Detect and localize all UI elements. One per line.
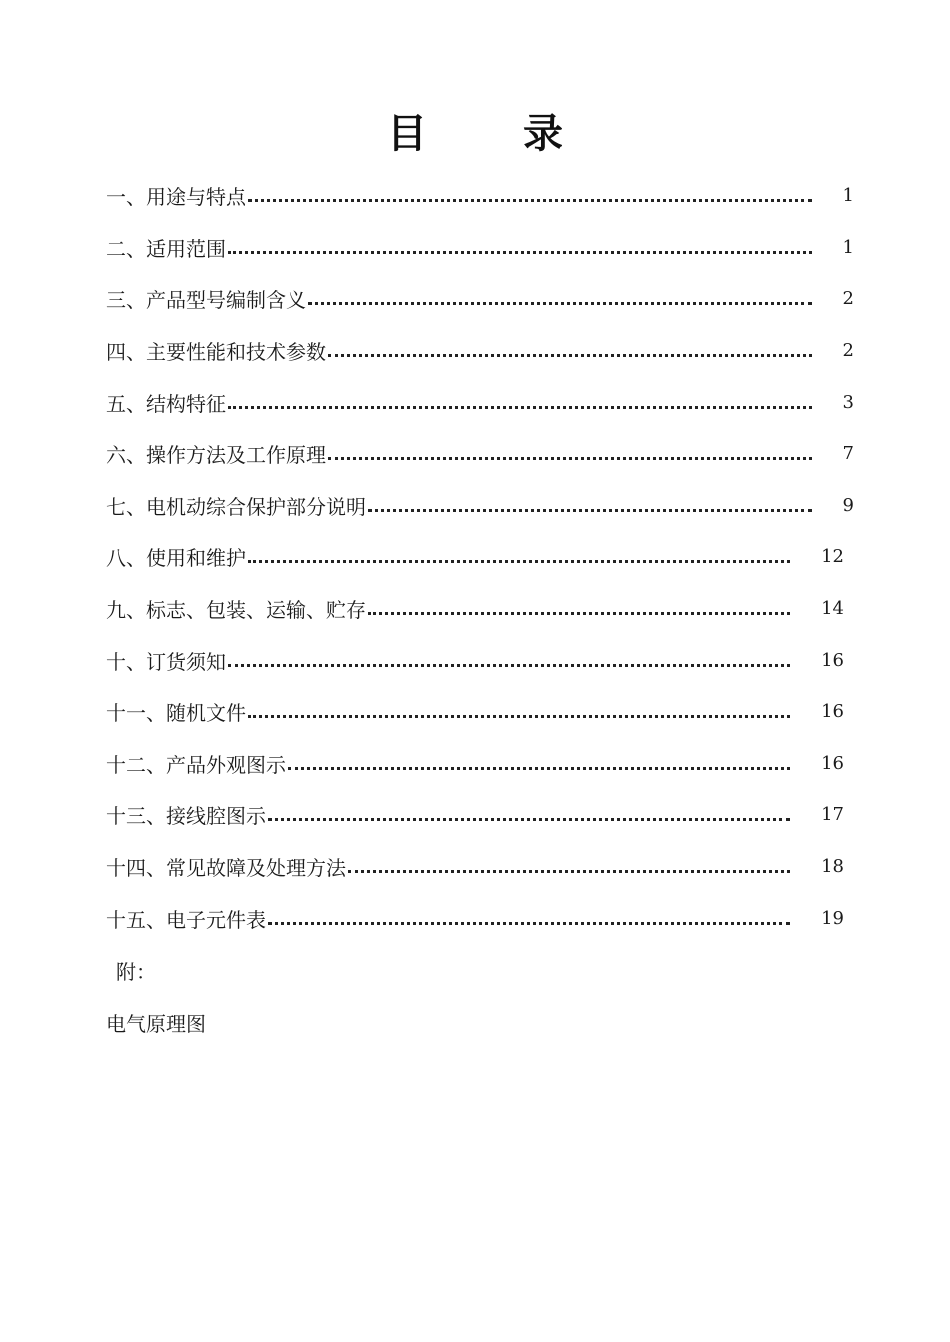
toc-page-number: 3: [842, 391, 854, 413]
toc-entry-title: 十二、产品外观图示: [106, 752, 286, 777]
toc-entry[interactable]: [106, 222, 866, 274]
toc-entry[interactable]: [106, 789, 866, 841]
toc-leader-dots: [228, 662, 790, 667]
toc-entry-title: 八、使用和维护: [106, 546, 246, 571]
toc-page-number: 18: [821, 856, 844, 878]
toc-entry[interactable]: [106, 738, 866, 790]
toc-page-number: 1: [842, 236, 854, 258]
toc-entry[interactable]: [106, 892, 866, 944]
toc-entry-title: 七、电机动综合保护部分说明: [106, 494, 366, 519]
toc-leader-dots: [248, 713, 790, 718]
toc-entry-title: 九、标志、包装、运输、贮存: [106, 598, 366, 623]
toc-page-number: 16: [821, 649, 844, 671]
toc-entry-title: 六、操作方法及工作原理: [106, 443, 326, 468]
toc-entry-title: 十一、随机文件: [106, 701, 246, 726]
toc-entry[interactable]: [106, 428, 866, 480]
toc-entry-title: 十五、电子元件表: [106, 907, 266, 932]
toc-entry[interactable]: [106, 634, 866, 686]
toc-entry-title: 十、订货须知: [106, 649, 226, 674]
toc-entry-title: 十四、常见故障及处理方法: [106, 856, 346, 881]
toc-leader-dots: [228, 404, 812, 409]
toc-page-number: 16: [821, 752, 844, 774]
toc-leader-dots: [328, 352, 812, 357]
toc-leader-dots: [308, 300, 812, 305]
toc-leader-dots: [248, 197, 812, 202]
toc-entry-title: 五、结构特征: [106, 391, 226, 416]
title-char-1: 目: [387, 111, 427, 157]
appendix-item-electrical-schematic[interactable]: 电气原理图: [106, 1012, 206, 1036]
toc-leader-dots: [328, 455, 812, 460]
toc-page-number: 19: [821, 907, 844, 929]
toc-entry[interactable]: [106, 170, 866, 222]
toc-page-number: 16: [821, 701, 844, 723]
toc-page-number: 12: [821, 546, 844, 568]
page-title: [0, 108, 950, 160]
toc-leader-dots: [268, 816, 790, 821]
toc-leader-dots: [228, 249, 812, 254]
toc-page-number: 14: [821, 598, 844, 620]
toc-page-number: 9: [842, 494, 854, 516]
toc-page-number: 7: [842, 443, 854, 465]
toc-entry-title: 十三、接线腔图示: [106, 804, 266, 829]
toc-entry[interactable]: [106, 531, 866, 583]
toc-entry[interactable]: [106, 686, 866, 738]
toc-leader-dots: [288, 765, 790, 770]
toc-page-number: 17: [821, 804, 844, 826]
toc-leader-dots: [368, 507, 812, 512]
toc-page-number: 2: [842, 288, 854, 310]
toc-entry[interactable]: [106, 273, 866, 325]
toc-page-number: 2: [842, 340, 854, 362]
toc-entry[interactable]: [106, 583, 866, 635]
toc-page-number: 1: [842, 185, 854, 207]
toc-leader-dots: [348, 868, 790, 873]
toc-entry-title: 四、主要性能和技术参数: [106, 340, 326, 365]
toc-leader-dots: [368, 610, 790, 615]
toc-leader-dots: [268, 920, 790, 925]
toc-entry[interactable]: [106, 325, 866, 377]
toc-entry-title: 三、产品型号编制含义: [106, 288, 306, 313]
table-of-contents: [106, 170, 866, 944]
appendix-label: 附：: [116, 960, 156, 984]
toc-entry[interactable]: [106, 841, 866, 893]
toc-leader-dots: [248, 558, 790, 563]
toc-entry[interactable]: [106, 376, 866, 428]
toc-entry-title: 二、适用范围: [106, 236, 226, 261]
toc-entry[interactable]: [106, 480, 866, 532]
title-char-2: 录: [523, 111, 563, 157]
toc-entry-title: 一、用途与特点: [106, 185, 246, 210]
